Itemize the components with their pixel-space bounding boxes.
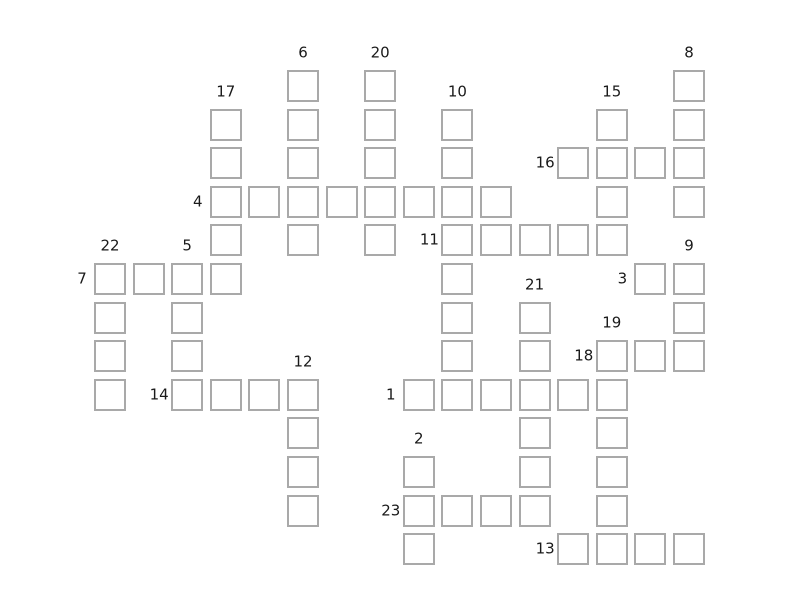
crossword-cell[interactable]: [171, 302, 203, 334]
clue-number-19: 19: [602, 313, 622, 332]
crossword-cell[interactable]: [364, 147, 396, 179]
clue-number-5: 5: [182, 236, 192, 255]
clue-number-4: 4: [193, 192, 203, 211]
clue-number-8: 8: [684, 43, 694, 62]
crossword-cell[interactable]: [403, 533, 435, 565]
crossword-cell[interactable]: [441, 263, 473, 295]
crossword-cell[interactable]: [210, 224, 242, 256]
clue-number-12: 12: [293, 352, 313, 371]
crossword-cell[interactable]: [596, 456, 628, 488]
crossword-cell[interactable]: [403, 186, 435, 218]
crossword-cell[interactable]: [557, 533, 589, 565]
crossword-cell[interactable]: [210, 379, 242, 411]
crossword-cell[interactable]: [634, 340, 666, 372]
clue-number-17: 17: [216, 82, 236, 101]
crossword-cell[interactable]: [441, 495, 473, 527]
crossword-cell[interactable]: [287, 186, 319, 218]
crossword-cell[interactable]: [441, 340, 473, 372]
clue-number-16: 16: [535, 153, 555, 172]
crossword-cell[interactable]: [634, 263, 666, 295]
crossword-cell[interactable]: [364, 70, 396, 102]
crossword-cell[interactable]: [596, 147, 628, 179]
crossword-cell[interactable]: [287, 224, 319, 256]
crossword-cell[interactable]: [596, 109, 628, 141]
crossword-cell[interactable]: [596, 186, 628, 218]
crossword-cell[interactable]: [673, 109, 705, 141]
crossword-cell[interactable]: [634, 533, 666, 565]
crossword-cell[interactable]: [519, 302, 551, 334]
clue-number-11: 11: [419, 230, 439, 249]
crossword-cell[interactable]: [480, 224, 512, 256]
crossword-cell[interactable]: [634, 147, 666, 179]
clue-number-10: 10: [447, 82, 467, 101]
crossword-cell[interactable]: [94, 379, 126, 411]
crossword-cell[interactable]: [364, 186, 396, 218]
crossword-cell[interactable]: [519, 456, 551, 488]
crossword-cell[interactable]: [557, 379, 589, 411]
crossword-cell[interactable]: [673, 186, 705, 218]
clue-number-15: 15: [602, 82, 622, 101]
crossword-cell[interactable]: [326, 186, 358, 218]
crossword-cell[interactable]: [94, 340, 126, 372]
crossword-cell[interactable]: [557, 224, 589, 256]
crossword-cell[interactable]: [596, 340, 628, 372]
crossword-cell[interactable]: [94, 302, 126, 334]
crossword-cell[interactable]: [210, 186, 242, 218]
clue-number-21: 21: [525, 275, 545, 294]
clue-number-1: 1: [386, 385, 396, 404]
crossword-cell[interactable]: [94, 263, 126, 295]
crossword-cell[interactable]: [287, 456, 319, 488]
crossword-cell[interactable]: [248, 379, 280, 411]
clue-number-18: 18: [574, 346, 594, 365]
crossword-cell[interactable]: [480, 379, 512, 411]
crossword-cell[interactable]: [364, 109, 396, 141]
crossword-cell[interactable]: [557, 147, 589, 179]
crossword-cell[interactable]: [287, 147, 319, 179]
clue-number-6: 6: [298, 43, 308, 62]
crossword-cell[interactable]: [441, 147, 473, 179]
clue-number-23: 23: [381, 501, 401, 520]
crossword-cell[interactable]: [210, 109, 242, 141]
crossword-cell[interactable]: [403, 379, 435, 411]
clue-number-3: 3: [617, 269, 628, 288]
clue-number-7: 7: [77, 269, 87, 288]
crossword-cell[interactable]: [519, 495, 551, 527]
crossword-cell[interactable]: [673, 263, 705, 295]
crossword-cell[interactable]: [403, 456, 435, 488]
clue-number-20: 20: [370, 43, 390, 62]
clue-number-13: 13: [535, 539, 555, 558]
crossword-cell[interactable]: [441, 109, 473, 141]
crossword-cell[interactable]: [287, 109, 319, 141]
crossword-cell[interactable]: [403, 495, 435, 527]
crossword-cell[interactable]: [596, 379, 628, 411]
clue-number-9: 9: [684, 236, 694, 255]
crossword-cell[interactable]: [596, 495, 628, 527]
crossword-cell[interactable]: [673, 70, 705, 102]
crossword-cell[interactable]: [210, 147, 242, 179]
crossword-cell[interactable]: [673, 147, 705, 179]
crossword-cell[interactable]: [673, 340, 705, 372]
crossword-cell[interactable]: [287, 379, 319, 411]
crossword-cell[interactable]: [596, 533, 628, 565]
crossword-cell[interactable]: [248, 186, 280, 218]
crossword-cell[interactable]: [519, 340, 551, 372]
crossword-cell[interactable]: [171, 379, 203, 411]
crossword-cell[interactable]: [519, 417, 551, 449]
crossword-cell[interactable]: [210, 263, 242, 295]
crossword-cell[interactable]: [673, 533, 705, 565]
crossword-cell[interactable]: [287, 495, 319, 527]
crossword-cell[interactable]: [287, 70, 319, 102]
crossword-cell[interactable]: [441, 224, 473, 256]
crossword-cell[interactable]: [480, 186, 512, 218]
crossword-cell[interactable]: [133, 263, 165, 295]
crossword-cell[interactable]: [673, 302, 705, 334]
crossword-cell[interactable]: [364, 224, 396, 256]
clue-number-14: 14: [149, 385, 169, 404]
crossword-cell[interactable]: [596, 417, 628, 449]
crossword-cell[interactable]: [441, 186, 473, 218]
crossword-cell[interactable]: [519, 224, 551, 256]
crossword-cell[interactable]: [480, 495, 512, 527]
crossword-cell[interactable]: [596, 224, 628, 256]
crossword-cell[interactable]: [441, 379, 473, 411]
crossword-cell[interactable]: [287, 417, 319, 449]
crossword-cell[interactable]: [519, 379, 551, 411]
clue-number-22: 22: [100, 236, 120, 255]
crossword-cell[interactable]: [171, 340, 203, 372]
crossword-cell[interactable]: [171, 263, 203, 295]
crossword-cell[interactable]: [441, 302, 473, 334]
clue-number-2: 2: [414, 429, 424, 448]
